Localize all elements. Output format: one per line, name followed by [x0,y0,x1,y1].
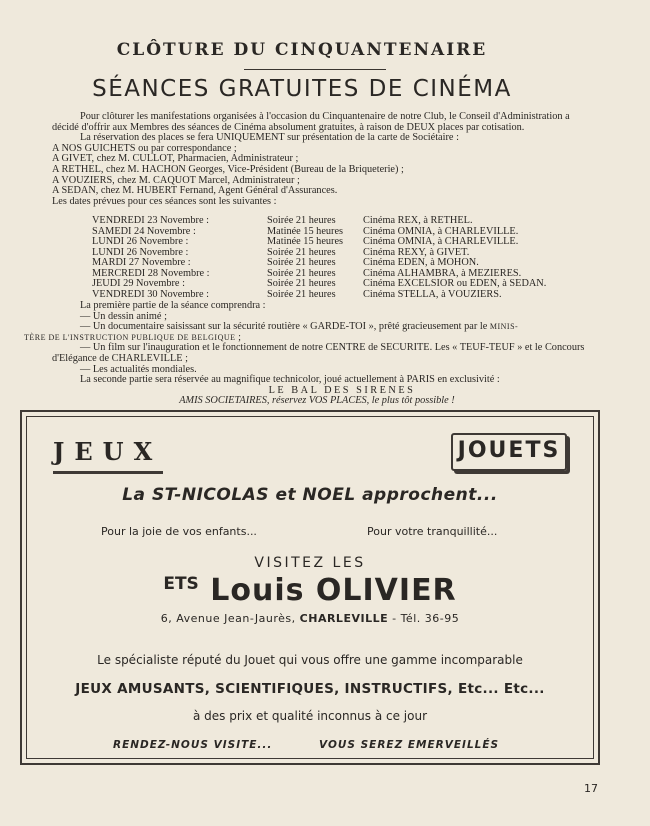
advertisement-inner-frame [26,416,594,759]
place-item: A GIVET, chez M. CULLOT, Pharmacien, Administrateur ; [52,153,299,165]
section-title: CLÔTURE DU CINQUANTENAIRE [116,40,488,60]
program-item: — Les actualités mondiales. [80,363,197,375]
ad-ets-abbrev: ETS [163,574,199,594]
schedule-day: LUNDI 26 Novembre : [92,236,189,247]
schedule-cinema: Cinéma REXY, à GIVET. [363,246,470,258]
schedule-day: SAMEDI 24 Novembre : [92,225,196,237]
advertisement-box [20,410,600,765]
schedule-day: JEUDI 29 Novembre : [92,278,185,289]
ad-address-phone: - Tél. 36-95 [392,612,460,625]
film-title: LE BAL DES SIRENES [268,384,416,396]
schedule-day: LUNDI 26 Novembre : [92,246,189,258]
schedule-time: Soirée 21 heures [267,257,336,268]
program-item-smallcaps: TÈRE DE L'INSTRUCTION PUBLIQUE DE BELGIQUE [24,332,236,342]
schedule-cinema: Cinéma EDEN, à MOHON. [363,257,479,268]
ad-address [27,612,593,625]
schedule-day: MARDI 27 Novembre : [92,257,191,268]
schedule-cinema: Cinéma REX, à RETHEL. [363,215,473,226]
schedule-time: Matinée 15 heures [267,236,344,247]
schedule-row [92,258,546,269]
ad-tranquillite-text: Pour votre tranquillité... [367,525,498,538]
schedule-cinema: Cinéma OMNIA, à CHARLEVILLE. [363,236,519,247]
program-item: — Un dessin animé ; [80,310,167,322]
ad-visitez-text: VISITEZ LES [254,555,366,571]
ad-headline: La ST-NICOLAS et NOEL approchent... [122,485,498,505]
schedule-row [92,290,546,301]
schedule-row [92,237,546,248]
ad-emerveilles-text: VOUS SEREZ EMERVEILLÉS [319,739,500,751]
place-item: A NOS GUICHETS ou par correspondance ; [52,142,237,154]
program-item-text: ; [238,331,241,343]
program-item [52,322,592,333]
schedule-day: MERCREDI 28 Novembre : [92,267,210,279]
ad-brand-name [27,573,593,608]
schedule-time: Soirée 21 heures [267,215,336,226]
closing-text: AMIS SOCIETAIRES, réservez VOS PLACES, le plus tôt possible ! [179,395,455,407]
schedule-time: Soirée 21 heures [267,278,336,289]
program-item: — Un film sur l'inauguration et le fonctionnement de notre CENTRE de SECURITE. Les « TEUF-TEUF » et le Concours d'Elégance de CHARLEVILLE ; [52,342,585,364]
schedule-day: VENDREDI 23 Novembre : [92,215,209,226]
ad-address-city: CHARLEVILLE [299,612,389,625]
schedule-row [92,279,546,290]
schedule-time: Soirée 21 heures [267,246,336,258]
ad-rdv-text: RENDEZ-NOUS VISITE... [113,739,273,751]
program-item-smallcaps: MINIS- [489,322,519,332]
place-item: A VOUZIERS, chez M. CAQUOT Marcel, Administrateur ; [52,174,300,186]
title-underline [244,69,386,70]
ad-brand-text: Louis OLIVIER [210,573,457,608]
article-body [52,112,592,207]
program-item-text: — Un documentaire saisissant sur la sécurité routière « GARDE-TOI », prêté gracieusement par le [80,321,488,333]
main-title: SÉANCES GRATUITES DE CINÉMA [92,76,512,102]
jouets-heading: JOUETS [451,433,567,471]
dates-intro: Les dates prévues pour ces séances sont les suivantes : [52,195,277,207]
schedule-table [92,216,546,300]
place-item: A SEDAN, chez M. HUBERT Fernand, Agent Général d'Assurances. [52,185,338,197]
jeux-heading: JEUX [53,437,163,474]
schedule-time: Soirée 21 heures [267,288,336,300]
schedule-cinema: Cinéma ALHAMBRA, à MEZIERES. [363,267,522,279]
schedule-cinema: Cinéma EXCELSIOR ou EDEN, à SEDAN. [363,278,547,289]
second-part-text: La seconde partie sera réservée au magnifique technicolor, joué actuellement à PARIS en exclusivité : [80,374,500,386]
schedule-day: VENDREDI 30 Novembre : [92,288,209,300]
ad-prix-text: à des prix et qualité inconnus à ce jour [192,709,428,723]
schedule-row [92,216,546,227]
ad-specialist-text: Le spécialiste réputé du Jouet qui vous offre une gamme incomparable [97,653,523,667]
schedule-time: Matinée 15 heures [267,225,344,237]
schedule-time: Soirée 21 heures [267,267,336,279]
ad-address-street: 6, Avenue Jean-Jaurès, [160,612,296,625]
ad-games-text: JEUX AMUSANTS, SCIENTIFIQUES, INSTRUCTIFS, Etc... Etc... [75,681,545,697]
schedule-cinema: Cinéma STELLA, à VOUZIERS. [363,288,502,300]
ad-joie-text: Pour la joie de vos enfants... [101,525,257,538]
program-section [24,300,592,407]
intro-paragraph: Pour clôturer les manifestations organisées à l'occasion du Cinquantenaire de notre Club, le Conseil d'Administration a décidé d'offrir aux Membres des séances de Cinéma absolument gratuites, à raison de DEUX places par cotisation. [52,111,570,133]
page-number: 17 [584,782,598,795]
place-item: A RETHEL, chez M. HACHON Georges, Vice-Président (Bureau de la Briqueterie) ; [52,163,404,175]
first-part-text: La première partie de la séance comprendra : [80,300,266,311]
reservation-paragraph: La réservation des places se fera UNIQUEMENT sur présentation de la carte de Sociétaire : [80,132,459,144]
schedule-cinema: Cinéma OMNIA, à CHARLEVILLE. [363,225,519,237]
